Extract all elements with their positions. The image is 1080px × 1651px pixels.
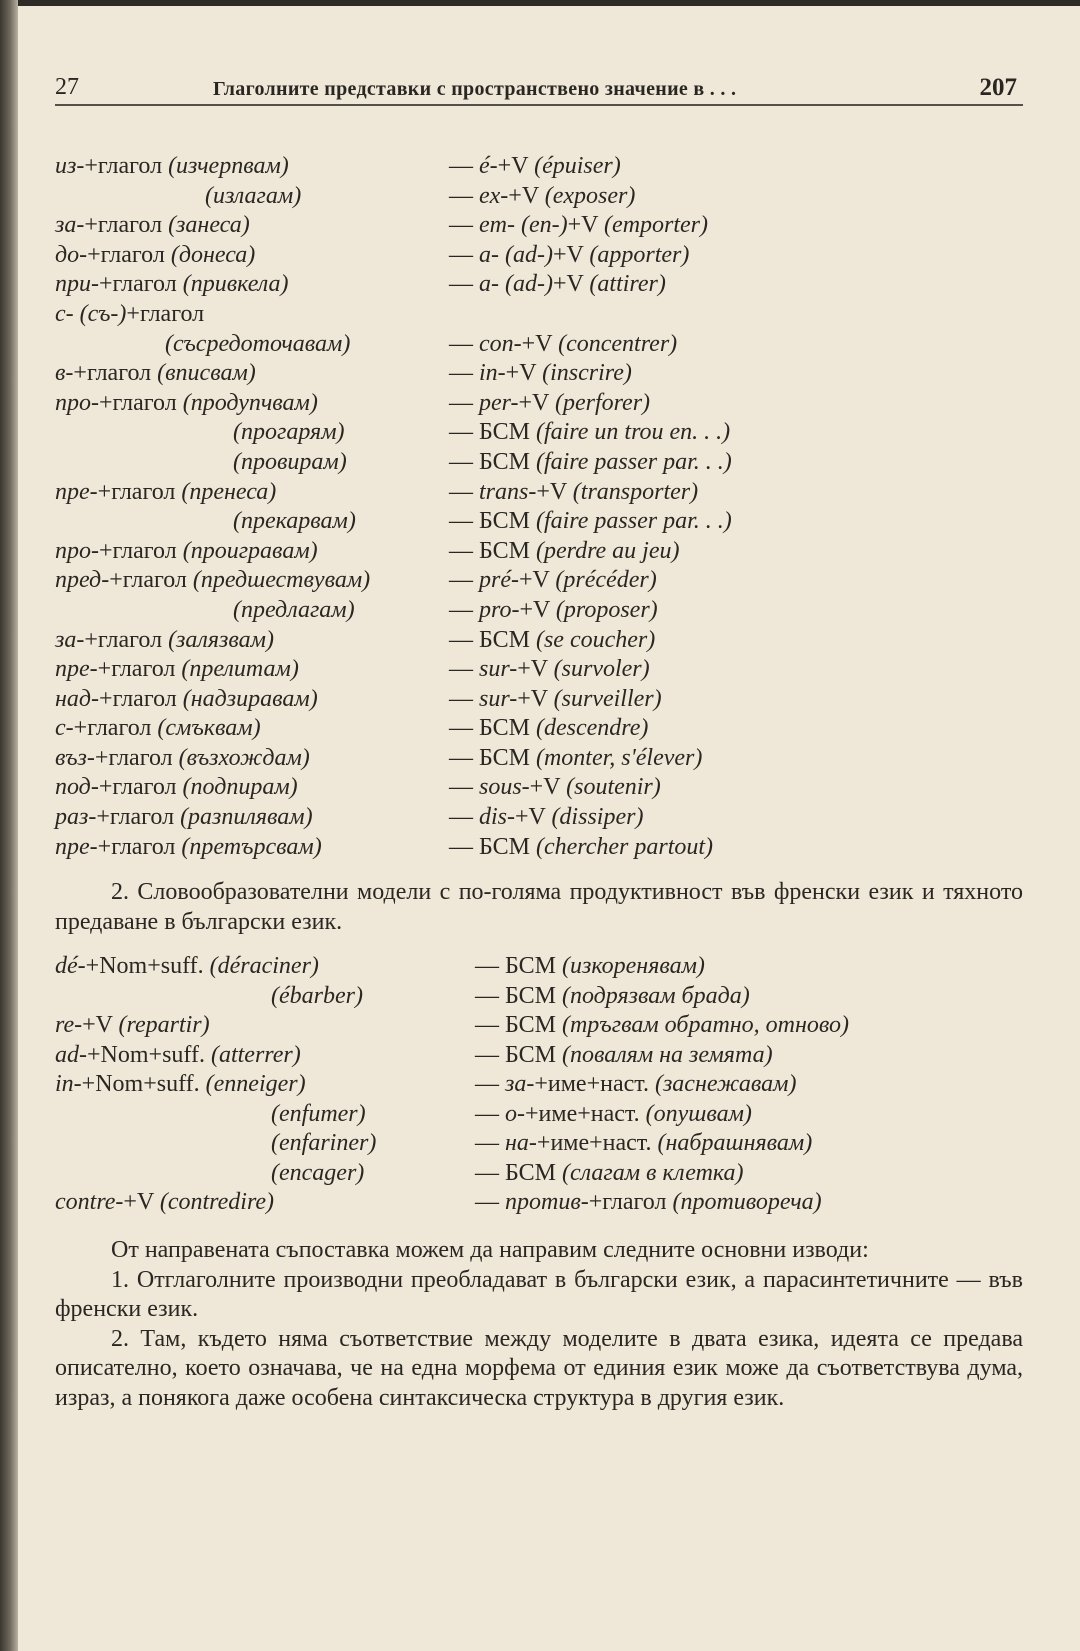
row-left-term bbox=[55, 773, 298, 803]
right-prefix: per- bbox=[479, 389, 519, 416]
header-rule bbox=[55, 104, 1023, 106]
right-gloss: (précéder) bbox=[555, 567, 657, 594]
left-gloss: (вписвам) bbox=[157, 360, 256, 387]
right-gloss: (surveiller) bbox=[553, 685, 662, 712]
left-prefix: re- bbox=[55, 1012, 83, 1038]
right-gloss: (proposer) bbox=[555, 596, 658, 623]
left-base: +глагол bbox=[99, 271, 177, 298]
right-gloss: (perdre au jeu) bbox=[535, 537, 680, 564]
left-base: +Nom+suff. bbox=[85, 953, 204, 979]
right-base: +име+наст. bbox=[536, 1130, 652, 1156]
left-gloss: (enfumer) bbox=[271, 1100, 366, 1127]
row-left-term bbox=[55, 300, 204, 330]
left-gloss: (проигравам) bbox=[182, 537, 318, 564]
right-prefix: на- bbox=[505, 1130, 537, 1156]
row-left-term bbox=[233, 448, 347, 478]
table-row bbox=[55, 1188, 1055, 1218]
right-base: +V bbox=[518, 389, 549, 416]
left-base: +глагол bbox=[98, 774, 177, 801]
row-left-term bbox=[55, 389, 318, 419]
left-base: +V bbox=[123, 1189, 154, 1215]
right-base: БСМ bbox=[505, 982, 556, 1009]
left-gloss: (прогарям) bbox=[233, 419, 345, 446]
left-gloss: (изчерпвам) bbox=[168, 153, 289, 179]
running-header bbox=[55, 74, 1023, 104]
table-row bbox=[55, 507, 1055, 537]
left-base: +глагол bbox=[94, 744, 173, 771]
table-row bbox=[55, 448, 1055, 478]
right-prefix: é- bbox=[479, 153, 498, 179]
row-right-term: — БСМ (faire passer par. . .) bbox=[449, 448, 732, 475]
conclusion-1: 1. Отглаголните производни преобладават в български език, а парасинтетичните — във френски език. bbox=[55, 1266, 1023, 1322]
left-prefix: dé- bbox=[55, 953, 86, 979]
right-prefix: pro- bbox=[479, 596, 520, 623]
right-base: БСМ bbox=[479, 537, 530, 564]
table-row bbox=[55, 982, 1055, 1012]
row-right-term: — trans-+V (transporter) bbox=[449, 478, 699, 505]
left-prefix: пре- bbox=[55, 833, 98, 860]
right-prefix: trans- bbox=[479, 478, 537, 505]
right-gloss: (concentrer) bbox=[558, 330, 678, 357]
row-right-term: — sur-+V (surveiller) bbox=[449, 685, 662, 712]
left-prefix: въз- bbox=[55, 744, 95, 771]
row-right-term: — БСМ (faire un trou en. . .) bbox=[449, 419, 731, 446]
right-base: +V bbox=[521, 330, 553, 357]
row-left-term bbox=[233, 418, 345, 448]
row-right-term: — pro-+V (proposer) bbox=[449, 596, 658, 623]
right-base: БСМ bbox=[479, 715, 530, 742]
row-right-term: — é-+V (épuiser) bbox=[449, 153, 621, 179]
right-prefix: con- bbox=[479, 330, 522, 357]
page-number: 207 bbox=[979, 74, 1017, 101]
right-base: БСМ bbox=[505, 953, 556, 979]
row-left-term bbox=[55, 152, 289, 182]
right-gloss: (descendre) bbox=[535, 715, 649, 742]
right-base: +V bbox=[505, 360, 537, 387]
left-base: +глагол bbox=[99, 389, 177, 416]
right-base: +V bbox=[552, 241, 584, 268]
right-gloss: (apporter) bbox=[589, 241, 690, 268]
right-prefix: sur- bbox=[479, 685, 518, 712]
table-row bbox=[55, 744, 1055, 774]
left-prefix: при- bbox=[55, 271, 99, 298]
table-row bbox=[55, 1070, 1055, 1100]
left-base: +глагол bbox=[97, 833, 176, 860]
right-gloss: (chercher partout) bbox=[535, 833, 714, 860]
right-gloss: (faire un trou en. . .) bbox=[535, 419, 731, 446]
row-right-term: — ex-+V (exposer) bbox=[449, 182, 636, 209]
left-prefix: за- bbox=[55, 212, 85, 239]
right-base: +V bbox=[518, 567, 550, 594]
right-prefix: ex- bbox=[479, 182, 509, 209]
left-base: +глагол bbox=[97, 656, 176, 683]
left-prefix: до- bbox=[55, 241, 88, 268]
left-gloss: (привкела) bbox=[182, 271, 289, 298]
right-gloss: (épuiser) bbox=[534, 153, 621, 179]
row-right-term: — a- (ad-)+V (attirer) bbox=[449, 271, 666, 298]
left-prefix: пред- bbox=[55, 567, 110, 594]
left-prefix: пре- bbox=[55, 478, 98, 505]
right-prefix: о- bbox=[505, 1100, 525, 1127]
right-base: БСМ bbox=[479, 744, 530, 771]
right-base: +V bbox=[552, 271, 584, 298]
left-base: +глагол bbox=[87, 241, 165, 268]
row-right-term: — БСМ (подрязвам брада) bbox=[475, 982, 750, 1009]
table-row bbox=[55, 803, 1055, 833]
left-gloss: (занеса) bbox=[168, 212, 250, 239]
left-gloss: (подпирам) bbox=[182, 774, 298, 801]
row-right-term: — em- (en-)+V (emporter) bbox=[449, 212, 709, 239]
right-prefix: a- (ad-) bbox=[479, 271, 553, 298]
right-base: БСМ bbox=[479, 833, 530, 860]
right-gloss: (изкоренявам) bbox=[561, 953, 705, 979]
row-left-term bbox=[55, 241, 255, 271]
right-prefix: за- bbox=[505, 1071, 535, 1097]
table-row bbox=[55, 833, 1055, 863]
left-gloss: (ébarber) bbox=[271, 982, 363, 1009]
right-base: +V bbox=[508, 182, 539, 209]
right-base: +V bbox=[517, 656, 548, 683]
row-left-term bbox=[55, 566, 370, 596]
right-gloss: (faire passer par. . .) bbox=[535, 508, 732, 535]
left-base: +глагол bbox=[84, 212, 163, 239]
left-gloss: (enneiger) bbox=[205, 1071, 306, 1097]
left-gloss: (enfariner) bbox=[271, 1130, 377, 1156]
left-gloss: (провирам) bbox=[233, 448, 347, 475]
left-base: +глагол bbox=[99, 685, 177, 712]
left-base: +глагол bbox=[109, 567, 187, 594]
right-prefix: sur- bbox=[479, 656, 518, 683]
row-right-term: — pré-+V (précéder) bbox=[449, 567, 657, 594]
left-gloss: (претърсвам) bbox=[181, 833, 322, 860]
row-left-term bbox=[55, 537, 318, 567]
conclusion-2: 2. Там, където няма съответствие между моделите в двата езика, идеята се предава описателно, което означава, че на една морфема от единия език може да съответствува дума, израз, а понякога даже особена синтаксическа структура в другия език. bbox=[55, 1325, 1023, 1411]
header-title: Глаголните представки с пространствено значение в . . . bbox=[213, 78, 737, 100]
left-prefix: за- bbox=[55, 626, 85, 653]
left-prefix: над- bbox=[55, 685, 100, 712]
row-left-term bbox=[55, 952, 319, 982]
right-base: +име+наст. bbox=[534, 1071, 649, 1097]
left-base: +глагол bbox=[99, 537, 177, 564]
left-gloss: (залязвам) bbox=[168, 626, 274, 653]
left-prefix: в- bbox=[55, 360, 74, 387]
left-gloss: (repartir) bbox=[118, 1012, 210, 1038]
row-right-term: — dis-+V (dissiper) bbox=[449, 804, 644, 831]
left-prefix: contre- bbox=[55, 1189, 124, 1215]
right-base: БСМ bbox=[479, 508, 530, 535]
right-gloss: (monter, s'élever) bbox=[535, 744, 703, 771]
row-left-term bbox=[271, 1129, 376, 1159]
right-base: БСМ bbox=[505, 1159, 556, 1186]
right-gloss: (faire passer par. . .) bbox=[535, 448, 732, 475]
right-base: +V bbox=[517, 685, 548, 712]
left-prefix: ad- bbox=[55, 1041, 87, 1068]
table-row bbox=[55, 714, 1055, 744]
right-base: +V bbox=[497, 153, 529, 179]
left-gloss: (смъквам) bbox=[157, 715, 261, 742]
right-base: БСМ bbox=[479, 626, 530, 653]
row-left-term bbox=[233, 507, 356, 537]
right-prefix: pré- bbox=[479, 567, 519, 594]
left-gloss: (пренеса) bbox=[181, 478, 277, 505]
left-gloss: (излагам) bbox=[205, 182, 302, 209]
right-gloss: (набрашнявам) bbox=[657, 1130, 813, 1156]
left-gloss: (atterrer) bbox=[210, 1041, 301, 1068]
row-left-term bbox=[55, 1011, 210, 1041]
right-base: +V bbox=[515, 804, 546, 831]
right-base: +V bbox=[529, 774, 561, 801]
section-2-text: 2. Словообразователни модели с по-голяма продуктивност във френски език и тяхното предаване в български език. bbox=[55, 879, 1023, 935]
row-right-term: — sous-+V (soutenir) bbox=[449, 774, 661, 801]
row-right-term: — БСМ (monter, s'élever) bbox=[449, 744, 703, 771]
left-base: +глагол bbox=[126, 300, 205, 327]
table-row bbox=[55, 566, 1055, 596]
left-gloss: (contredire) bbox=[159, 1189, 275, 1215]
right-base: БСМ bbox=[479, 448, 530, 475]
row-left-term bbox=[55, 1188, 274, 1218]
right-prefix: in- bbox=[479, 360, 506, 387]
left-gloss: (déraciner) bbox=[209, 953, 319, 979]
row-right-term: — БСМ (тръгвам обратно, отново) bbox=[475, 1012, 850, 1038]
row-left-term bbox=[55, 270, 289, 300]
left-base: +глагол bbox=[96, 804, 175, 831]
left-gloss: (прелитам) bbox=[181, 656, 299, 683]
left-base: +глагол bbox=[73, 715, 152, 742]
row-left-term bbox=[233, 596, 355, 626]
table-row bbox=[55, 211, 1055, 241]
row-right-term: — БСМ (descendre) bbox=[449, 715, 649, 742]
table-row bbox=[55, 330, 1055, 360]
table-row bbox=[55, 655, 1055, 685]
row-left-term bbox=[55, 833, 322, 863]
row-left-term bbox=[55, 626, 274, 656]
row-left-term bbox=[271, 982, 363, 1012]
row-left-term bbox=[55, 714, 261, 744]
left-gloss: (предлагам) bbox=[233, 596, 355, 623]
row-left-term bbox=[55, 744, 310, 774]
row-right-term: — БСМ (повалям на земята) bbox=[475, 1041, 773, 1068]
right-prefix: a- (ad-) bbox=[479, 241, 553, 268]
row-right-term: — per-+V (perforer) bbox=[449, 389, 651, 416]
table-row bbox=[55, 241, 1055, 271]
left-base: +глагол bbox=[84, 153, 163, 179]
table-row bbox=[55, 1100, 1055, 1130]
left-gloss: (продупчвам) bbox=[182, 389, 318, 416]
left-base: +Nom+suff. bbox=[81, 1071, 200, 1097]
left-base: +глагол bbox=[73, 360, 152, 387]
table-row bbox=[55, 418, 1055, 448]
right-gloss: (слагам в клетка) bbox=[561, 1159, 744, 1186]
table-row bbox=[55, 1011, 1055, 1041]
right-base: БСМ bbox=[505, 1041, 556, 1068]
right-base: +V bbox=[567, 212, 599, 239]
book-binding-edge bbox=[0, 0, 18, 1651]
table-row bbox=[55, 952, 1055, 982]
left-gloss: (възхождам) bbox=[178, 744, 310, 771]
row-right-term: — БСМ (слагам в клетка) bbox=[475, 1159, 744, 1186]
table-row bbox=[55, 1041, 1055, 1071]
right-prefix: dis- bbox=[479, 804, 515, 831]
row-left-term bbox=[55, 1041, 301, 1071]
table-row bbox=[55, 359, 1055, 389]
right-gloss: (dissiper) bbox=[551, 804, 644, 831]
table-row bbox=[55, 389, 1055, 419]
left-base: +глагол bbox=[97, 478, 176, 505]
left-prefix: про- bbox=[55, 389, 99, 416]
left-gloss: (прекарвам) bbox=[233, 508, 356, 535]
table-row bbox=[55, 270, 1055, 300]
right-prefix: против- bbox=[505, 1189, 589, 1215]
left-prefix: с- (съ-) bbox=[55, 300, 127, 327]
table-row bbox=[55, 152, 1055, 182]
right-base: +име+наст. bbox=[525, 1100, 640, 1127]
right-base: +глагол bbox=[588, 1189, 667, 1215]
left-prefix: с- bbox=[55, 715, 74, 742]
table-row bbox=[55, 182, 1055, 212]
row-right-term: — sur-+V (survoler) bbox=[449, 656, 650, 683]
row-right-term: — БСМ (se coucher) bbox=[449, 626, 656, 653]
left-base: +V bbox=[82, 1012, 113, 1038]
right-gloss: (тръгвам обратно, отново) bbox=[561, 1012, 850, 1038]
row-left-term bbox=[55, 359, 256, 389]
row-left-term bbox=[55, 685, 318, 715]
row-right-term: — a- (ad-)+V (apporter) bbox=[449, 241, 690, 268]
right-base: +V bbox=[519, 596, 550, 623]
right-gloss: (повалям на земята) bbox=[561, 1041, 773, 1068]
right-gloss: (survoler) bbox=[553, 656, 650, 683]
row-right-term: — БСМ (faire passer par. . .) bbox=[449, 508, 732, 535]
row-right-term: — за-+име+наст. (заснежавам) bbox=[475, 1071, 797, 1097]
table-row bbox=[55, 773, 1055, 803]
right-base: +V bbox=[536, 478, 567, 505]
row-right-term: — БСМ (perdre au jeu) bbox=[449, 537, 680, 564]
table-row bbox=[55, 1129, 1055, 1159]
right-gloss: (exposer) bbox=[544, 182, 636, 209]
row-left-term bbox=[165, 330, 350, 360]
table-row bbox=[55, 300, 1055, 330]
table-row bbox=[55, 478, 1055, 508]
left-prefix: раз- bbox=[55, 804, 97, 831]
right-prefix: sous- bbox=[479, 774, 530, 801]
table-row bbox=[55, 1159, 1055, 1189]
table-row bbox=[55, 626, 1055, 656]
row-left-term bbox=[55, 478, 276, 508]
row-left-term bbox=[271, 1100, 366, 1130]
left-gloss: (съсредоточавам) bbox=[165, 330, 351, 357]
left-prefix: про- bbox=[55, 537, 99, 564]
left-base: +глагол bbox=[84, 626, 163, 653]
row-right-term: — БСМ (chercher partout) bbox=[449, 833, 714, 860]
table-row bbox=[55, 537, 1055, 567]
left-prefix: под- bbox=[55, 774, 99, 801]
row-left-term bbox=[55, 1070, 306, 1100]
row-right-term: — con-+V (concentrer) bbox=[449, 330, 678, 357]
left-prefix: in- bbox=[55, 1071, 82, 1097]
header-left-number: 27 bbox=[55, 74, 79, 100]
conclusions bbox=[55, 1236, 1023, 1413]
row-right-term: — БСМ (изкоренявам) bbox=[475, 953, 705, 979]
row-left-term bbox=[205, 182, 301, 212]
row-right-term: — на-+име+наст. (набрашнявам) bbox=[475, 1130, 813, 1156]
row-right-term: — против-+глагол (противореча) bbox=[475, 1189, 822, 1215]
table-row bbox=[55, 596, 1055, 626]
right-gloss: (perforer) bbox=[554, 389, 651, 416]
row-left-term bbox=[55, 803, 313, 833]
row-right-term: — о-+име+наст. (опушвам) bbox=[475, 1100, 752, 1127]
right-base: БСМ bbox=[505, 1012, 556, 1038]
row-left-term bbox=[55, 211, 250, 241]
conclusion-intro: От направената съпоставка можем да направим следните основни изводи: bbox=[111, 1237, 869, 1263]
left-prefix: пре- bbox=[55, 656, 98, 683]
table-row bbox=[55, 685, 1055, 715]
right-gloss: (подрязвам брада) bbox=[561, 982, 750, 1009]
right-gloss: (заснежавам) bbox=[654, 1071, 797, 1097]
right-prefix: em- (en-) bbox=[479, 212, 568, 239]
right-gloss: (противореча) bbox=[672, 1189, 822, 1215]
right-gloss: (attirer) bbox=[589, 271, 666, 298]
section-2-heading bbox=[55, 878, 1023, 937]
right-base: БСМ bbox=[479, 419, 530, 446]
bulgarian-french-prefix-table bbox=[55, 152, 1055, 862]
left-prefix: из- bbox=[55, 153, 85, 179]
right-gloss: (soutenir) bbox=[566, 774, 661, 801]
french-bulgarian-model-table bbox=[55, 952, 1055, 1218]
page-top-edge bbox=[0, 0, 1080, 6]
right-gloss: (transporter) bbox=[572, 478, 699, 505]
row-right-term: — in-+V (inscrire) bbox=[449, 360, 632, 387]
right-gloss: (inscrire) bbox=[542, 360, 632, 387]
left-gloss: (предшествувам) bbox=[192, 567, 371, 594]
left-gloss: (разпилявам) bbox=[180, 804, 313, 831]
right-gloss: (se coucher) bbox=[535, 626, 656, 653]
left-gloss: (encager) bbox=[271, 1159, 365, 1186]
row-left-term bbox=[55, 655, 299, 685]
left-gloss: (донеса) bbox=[170, 241, 256, 268]
row-left-term bbox=[271, 1159, 364, 1189]
right-gloss: (опушвам) bbox=[645, 1100, 752, 1127]
right-gloss: (emporter) bbox=[604, 212, 709, 239]
left-gloss: (надзиравам) bbox=[182, 685, 318, 712]
left-base: +Nom+suff. bbox=[87, 1041, 205, 1068]
